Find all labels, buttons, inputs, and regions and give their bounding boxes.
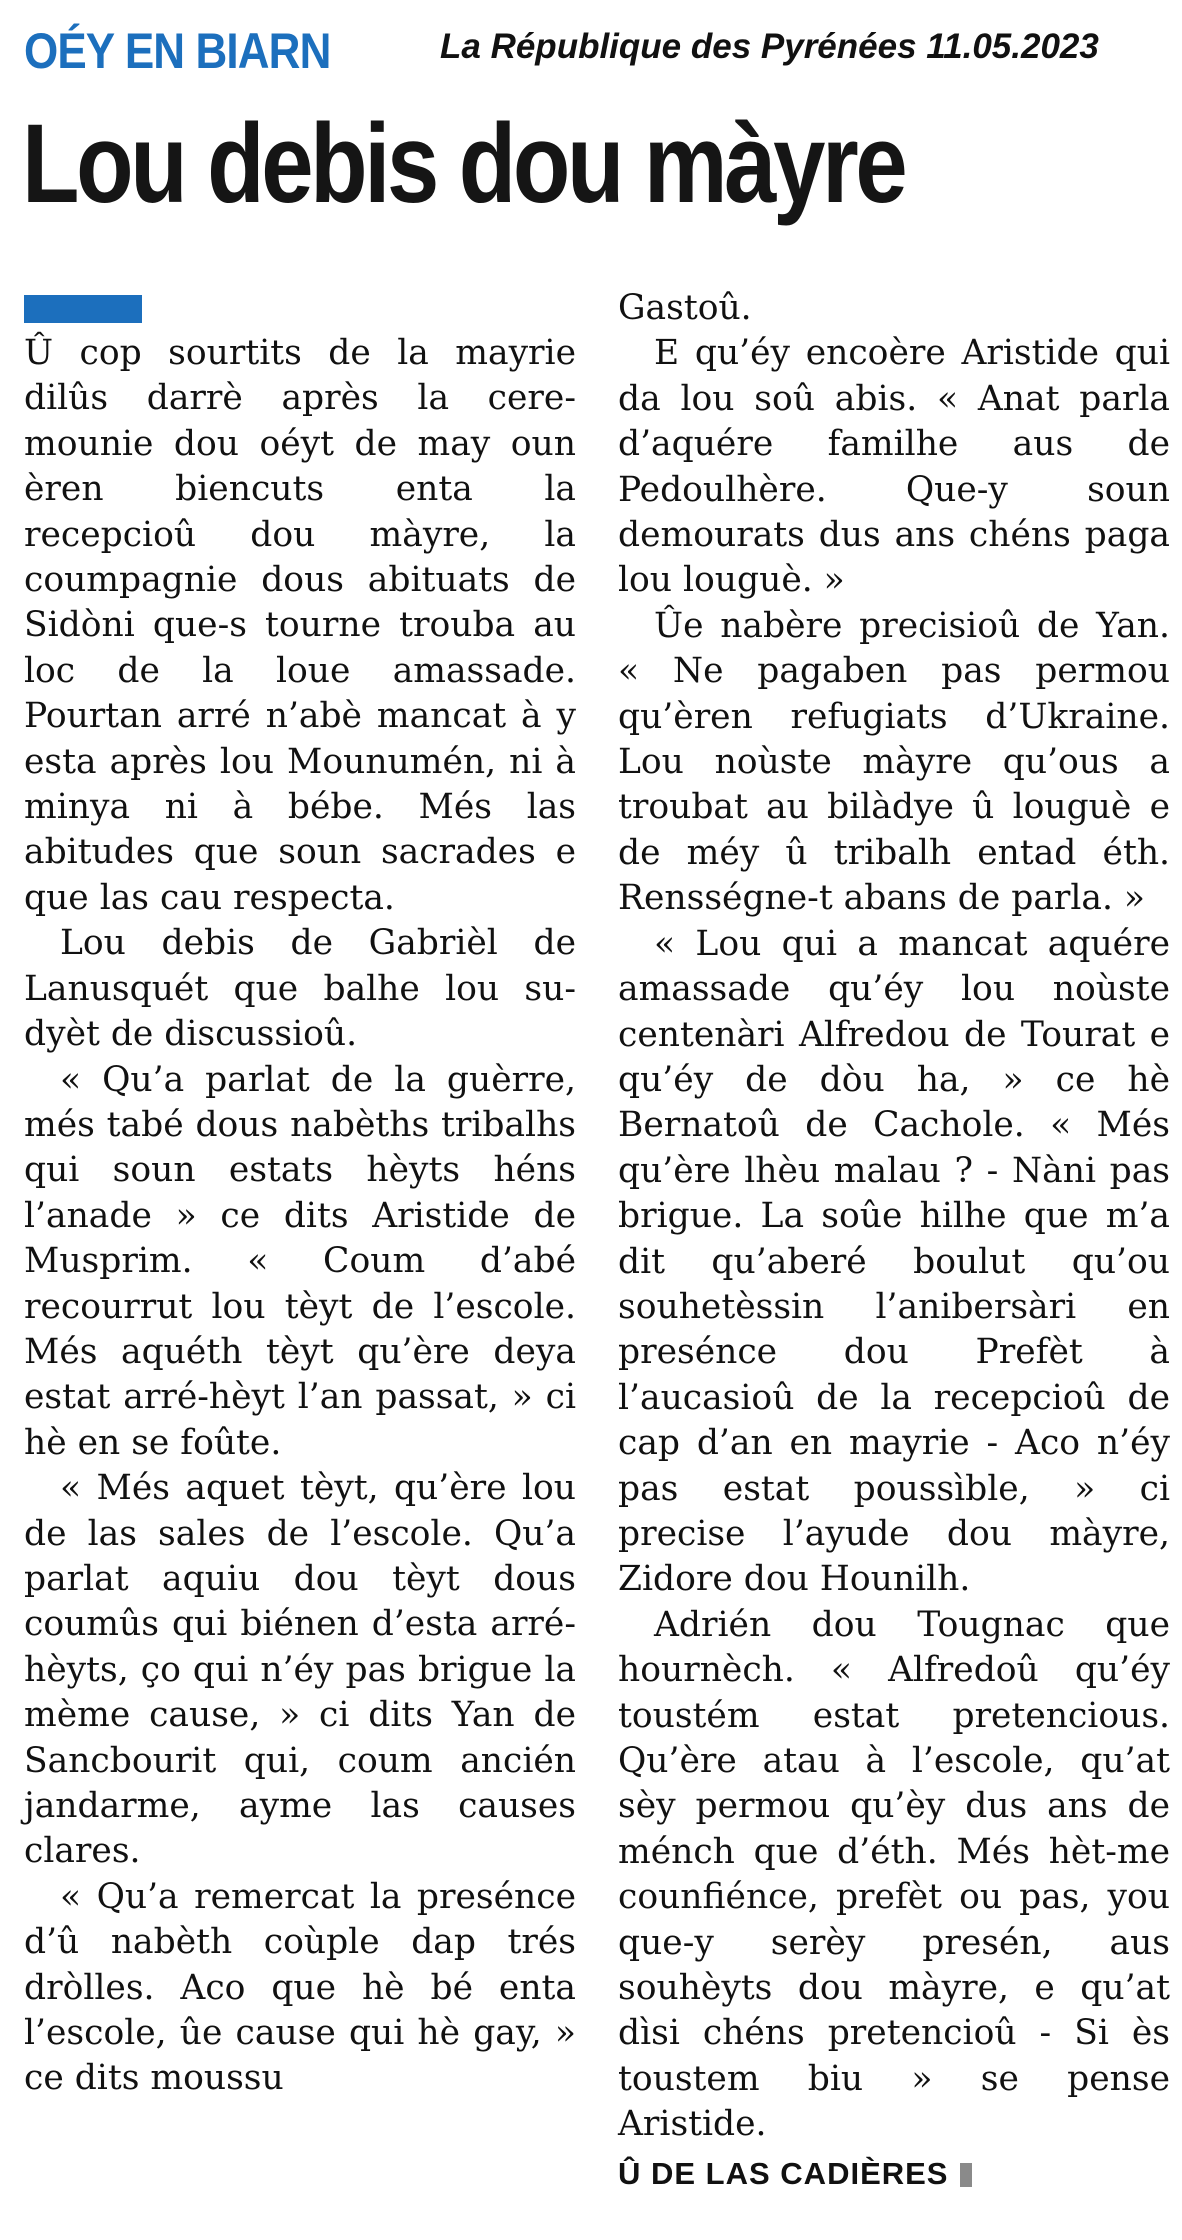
end-mark bbox=[960, 2163, 972, 2187]
article-column-1 bbox=[24, 331, 576, 2102]
paragraph: Lou debis de Gabrièl de Lanusquét que balhe lou sudyèt de discussioû. bbox=[24, 923, 576, 1055]
author-signature bbox=[618, 2152, 1170, 2196]
article-headline: Lou debis dou màyre bbox=[22, 101, 905, 226]
paragraph: « Qu’a parlat de la guèrre, més tabé dous nabèths tribalhs qui soun estats hèyts héns l’anade » ce dits Aristide de Musprim. « Coum d’abé recourrut lou tèyt de l’escole. Més aquéth tèyt qu’ère deya estat arré-hèyt l’an passat, » ci hè en se foûte. bbox=[24, 1059, 576, 1463]
paragraph: Adrién dou Tougnac que hournèch. « Alfredoû qu’éy toustém estat pretencious. Qu’ère atau à l’escole, qu’at sèy permou qu’èy dus ans de ménch que d’éth. Més hèt-me counfiénce, prefèt ou pas, you que-y serèy presén, aus souhèyts dou màyre, e qu’at dìsi chéns pretencioû - Si ès toustem biu » se pense Aristide. bbox=[618, 1604, 1170, 2145]
section-rubric: OÉY EN BIARN bbox=[24, 23, 331, 79]
paragraph: Gastoû. bbox=[618, 288, 752, 328]
publication-info: La République des Pyrénées 11.05.2023 bbox=[440, 27, 1099, 66]
paragraph: « Més aquet tèyt, qu’ère lou de las sales de l’escole. Qu’a parlat aquiu dou tèyt dous coumûs qui biénen d’esta arré-hèyts, ço qui n’éy pas brigue la mème cause, » ci dits Yan de Sancbourit qui, coum ancién jandarme, ayme las causes clares. bbox=[24, 1468, 576, 1872]
paragraph: Ûe nabère precisioû de Yan. « Ne pagaben pas permou qu’èren refugiats d’Ukraine. Lou noùste màyre qu’ous a troubat au bilàdye û louguè e de méy û tribalh entad éth. Rensségne-t abans de parla. » bbox=[618, 605, 1170, 919]
author-name: Û DE LAS CADIÈRES bbox=[618, 2155, 949, 2191]
paragraph: « Lou qui a mancat aquére amassade qu’éy lou noùste centenàri Alfredou de Tourat e qu’éy de dòu ha, » ce hè Bernatoû de Cachole. « Més qu’ère lhèu malau ? - Nàni pas brigue. La soûe hilhe que m’a dit qu’aberé boulut qu’ou souhetèssin l’anibersàri en presénce dou Prefèt à l’aucasioû de la recepcioû de cap d’an en mayrie - Aco n’éy pas estat poussìble, » ci precise l’ayude dou màyre, Zidore dou Hounilh. bbox=[618, 923, 1170, 1600]
paragraph: Û cop sourtits de la mayrie dilûs darrè après la ceremounie dou oéyt de may oun èren biencuts enta la recepcioû dou màyre, la coumpagnie dous abituats de Sidòni que-s tourne trouba au loc de la loue amassade. Pourtan arré n’abè mancat à y esta après lou Mounumén, ni à minya ni à bébe. Més las abitudes que soun sacrades e que las cau respecta. bbox=[24, 333, 576, 918]
article-column-2 bbox=[618, 286, 1170, 2196]
accent-bar bbox=[24, 295, 142, 323]
paragraph: « Qu’a remercat la presénce d’û nabèth coùple dap trés dròlles. Aco que hè bé enta l’escole, ûe cause qui hè gay, » ce dits moussu bbox=[24, 1876, 576, 2099]
paragraph: E qu’éy encoère Aristide qui da lou soû abis. « Anat parla d’aquére familhe aus de Pedoulhère. Que-y soun demourats dus ans chéns paga lou louguè. » bbox=[618, 333, 1170, 601]
